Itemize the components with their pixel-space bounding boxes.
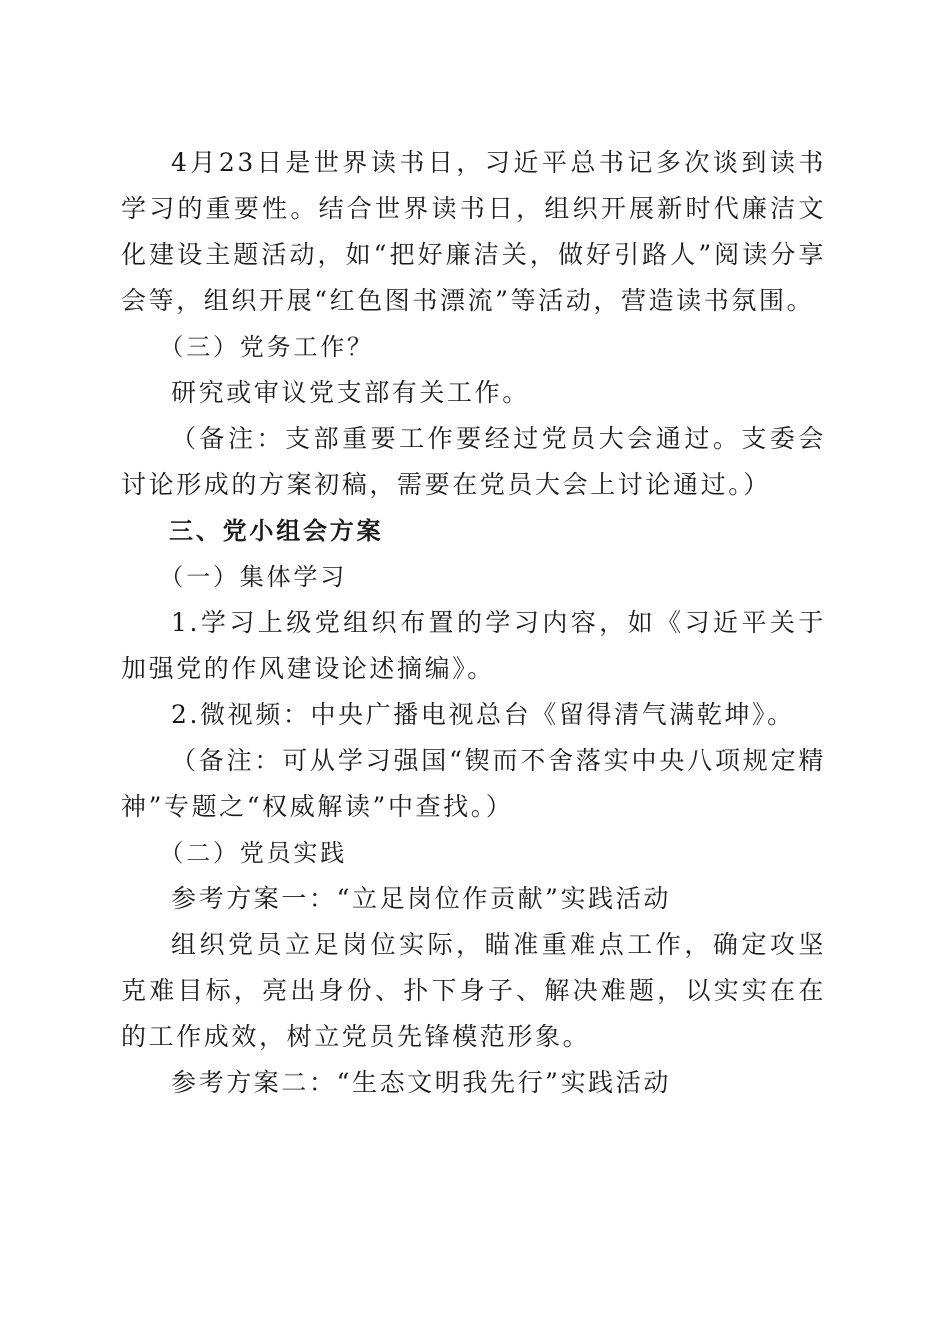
paragraph-plan-two-title: 参考方案二：“生态文明我先行”实践活动 (171, 1068, 671, 1097)
subheading-collective-study: （一）集体学习 (159, 563, 347, 591)
section-heading-party-group-meeting: 三、党小组会方案 (169, 517, 384, 545)
paragraph-study-branch-work: 研究或审议党支部有关工作。 (171, 378, 530, 407)
paragraph-plan-one-title: 参考方案一：“立足岗位作贡献”实践活动 (171, 884, 671, 913)
subheading-party-affairs: （三）党务工作？ (159, 333, 374, 361)
paragraph-world-reading-day: 4月23日是世界读书日，习近平总书记多次谈到读书学习的重要性。结合世界读书日，组织开展新时代廉洁文化建设主题活动，如“把好廉洁关，做好引路人”阅读分享会等，组织开展“红色图书漂流”等活动，营造读书氛围。 (121, 148, 826, 315)
subheading-member-practice: （二）党员实践 (159, 839, 347, 867)
paragraph-study-item-1: 1.学习上级党组织布置的学习内容，如《习近平关于加强党的作风建设论述摘编》。 (121, 608, 826, 683)
paragraph-note-xuexi-qiangguo: （备注：可从学习强国“锲而不舍落实中央八项规定精神”专题之“权威解读”中查找。） (121, 746, 826, 821)
paragraph-note-branch-approval: （备注：支部重要工作要经过党员大会通过。支委会讨论形成的方案初稿，需要在党员大会上讨论通过。） (121, 424, 826, 499)
paragraph-study-item-2: 2.微视频：中央广播电视总台《留得清气满乾坤》。 (171, 700, 795, 729)
document-body (121, 140, 826, 1106)
paragraph-plan-one-body: 组织党员立足岗位实际，瞄准重难点工作，确定攻坚克难目标，亮出身份、扑下身子、解决难题，以实实在在的工作成效，树立党员先锋模范形象。 (121, 930, 826, 1051)
